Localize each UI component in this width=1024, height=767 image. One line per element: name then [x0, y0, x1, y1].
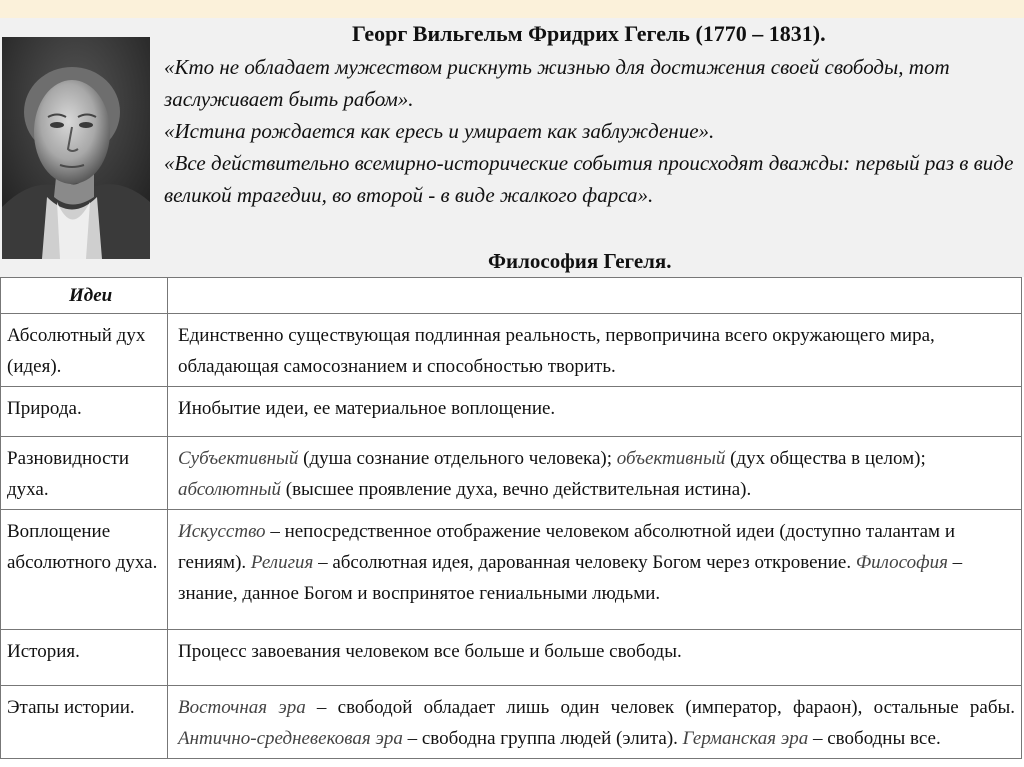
- desc-part: Философия: [855, 552, 948, 573]
- quote-history: «Все действительно всемирно-исторические события происходят дважды: первый раз в виде великой трагедии, во второй - в виде жалкого фарса».: [164, 151, 1014, 207]
- row-desc: [168, 437, 1022, 510]
- desc-part: Германская эра: [682, 728, 809, 749]
- desc-part: – свободна группа людей (элита).: [402, 728, 683, 749]
- row-term: Природа.: [1, 387, 168, 437]
- header-cell-ideas: [1, 278, 168, 314]
- desc-part: – абсолютная идея, дарованная человеку Богом через откровение.: [313, 552, 856, 573]
- row-term: Этапы истории.: [1, 686, 168, 759]
- table-header-row: [1, 278, 1022, 314]
- section-subtitle: Философия Гегеля.: [488, 249, 672, 273]
- hegel-portrait: [2, 37, 150, 259]
- desc-part: – свободой обладает лишь один человек (император, фараон), остальные рабы.: [305, 697, 1016, 718]
- quote-courage: «Кто не обладает мужеством рискнуть жизнью для достижения своей свободы, тот заслуживает быть рабом».: [164, 55, 950, 111]
- table-row: [1, 314, 1022, 387]
- row-term: Воплощение абсолютного духа.: [1, 510, 168, 630]
- desc-part: (душа сознание отдельного человека);: [298, 448, 617, 469]
- desc-part: Религия: [250, 552, 314, 573]
- row-desc: Единственно существующая подлинная реальность, первопричина всего окружающего мира, обладающая самосознанием и способностью творить.: [168, 314, 1022, 387]
- desc-part: Субъективный: [178, 448, 299, 469]
- desc-part: – знание, данное Богом и воспринятое гениальными людьми.: [178, 552, 963, 604]
- table-row: [1, 437, 1022, 510]
- row-desc: Инобытие идеи, ее материальное воплощение.: [168, 387, 1022, 437]
- page-title: Георг Вильгельм Фридрих Гегель (1770 – 1831).: [352, 21, 826, 46]
- row-desc: [168, 686, 1022, 759]
- desc-part: объективный: [616, 448, 726, 469]
- row-desc: Процесс завоевания человеком все больше и больше свободы.: [168, 630, 1022, 686]
- desc-part: – свободны все.: [808, 728, 941, 749]
- desc-part: (высшее проявление духа, вечно действительная истина).: [281, 479, 752, 500]
- header-cell-empty: [168, 278, 1022, 314]
- quote-truth: «Истина рождается как ересь и умирает как заблуждение».: [164, 119, 715, 143]
- table-row: [1, 630, 1022, 686]
- top-band: [0, 0, 1024, 18]
- desc-part: (дух общества в целом);: [725, 448, 926, 469]
- row-term: Разновидности духа.: [1, 437, 168, 510]
- table-row: [1, 387, 1022, 437]
- quotes-block: [164, 18, 1014, 211]
- desc-part: Антично-средневековая эра: [178, 728, 403, 749]
- row-term: История.: [1, 630, 168, 686]
- row-desc: [168, 510, 1022, 630]
- header-label: Идеи: [69, 285, 113, 306]
- desc-part: Восточная эра: [178, 697, 306, 718]
- row-term: Абсолютный дух (идея).: [1, 314, 168, 387]
- desc-part: абсолютный: [178, 479, 281, 500]
- table-row: [1, 686, 1022, 759]
- desc-part: Искусство: [178, 521, 266, 542]
- desc-part: – непосредственное отображение человеком абсолютной идеи (доступно талантам и гениям).: [178, 521, 955, 573]
- table-row: [1, 510, 1022, 630]
- hegel-philosophy-table: [0, 277, 1022, 759]
